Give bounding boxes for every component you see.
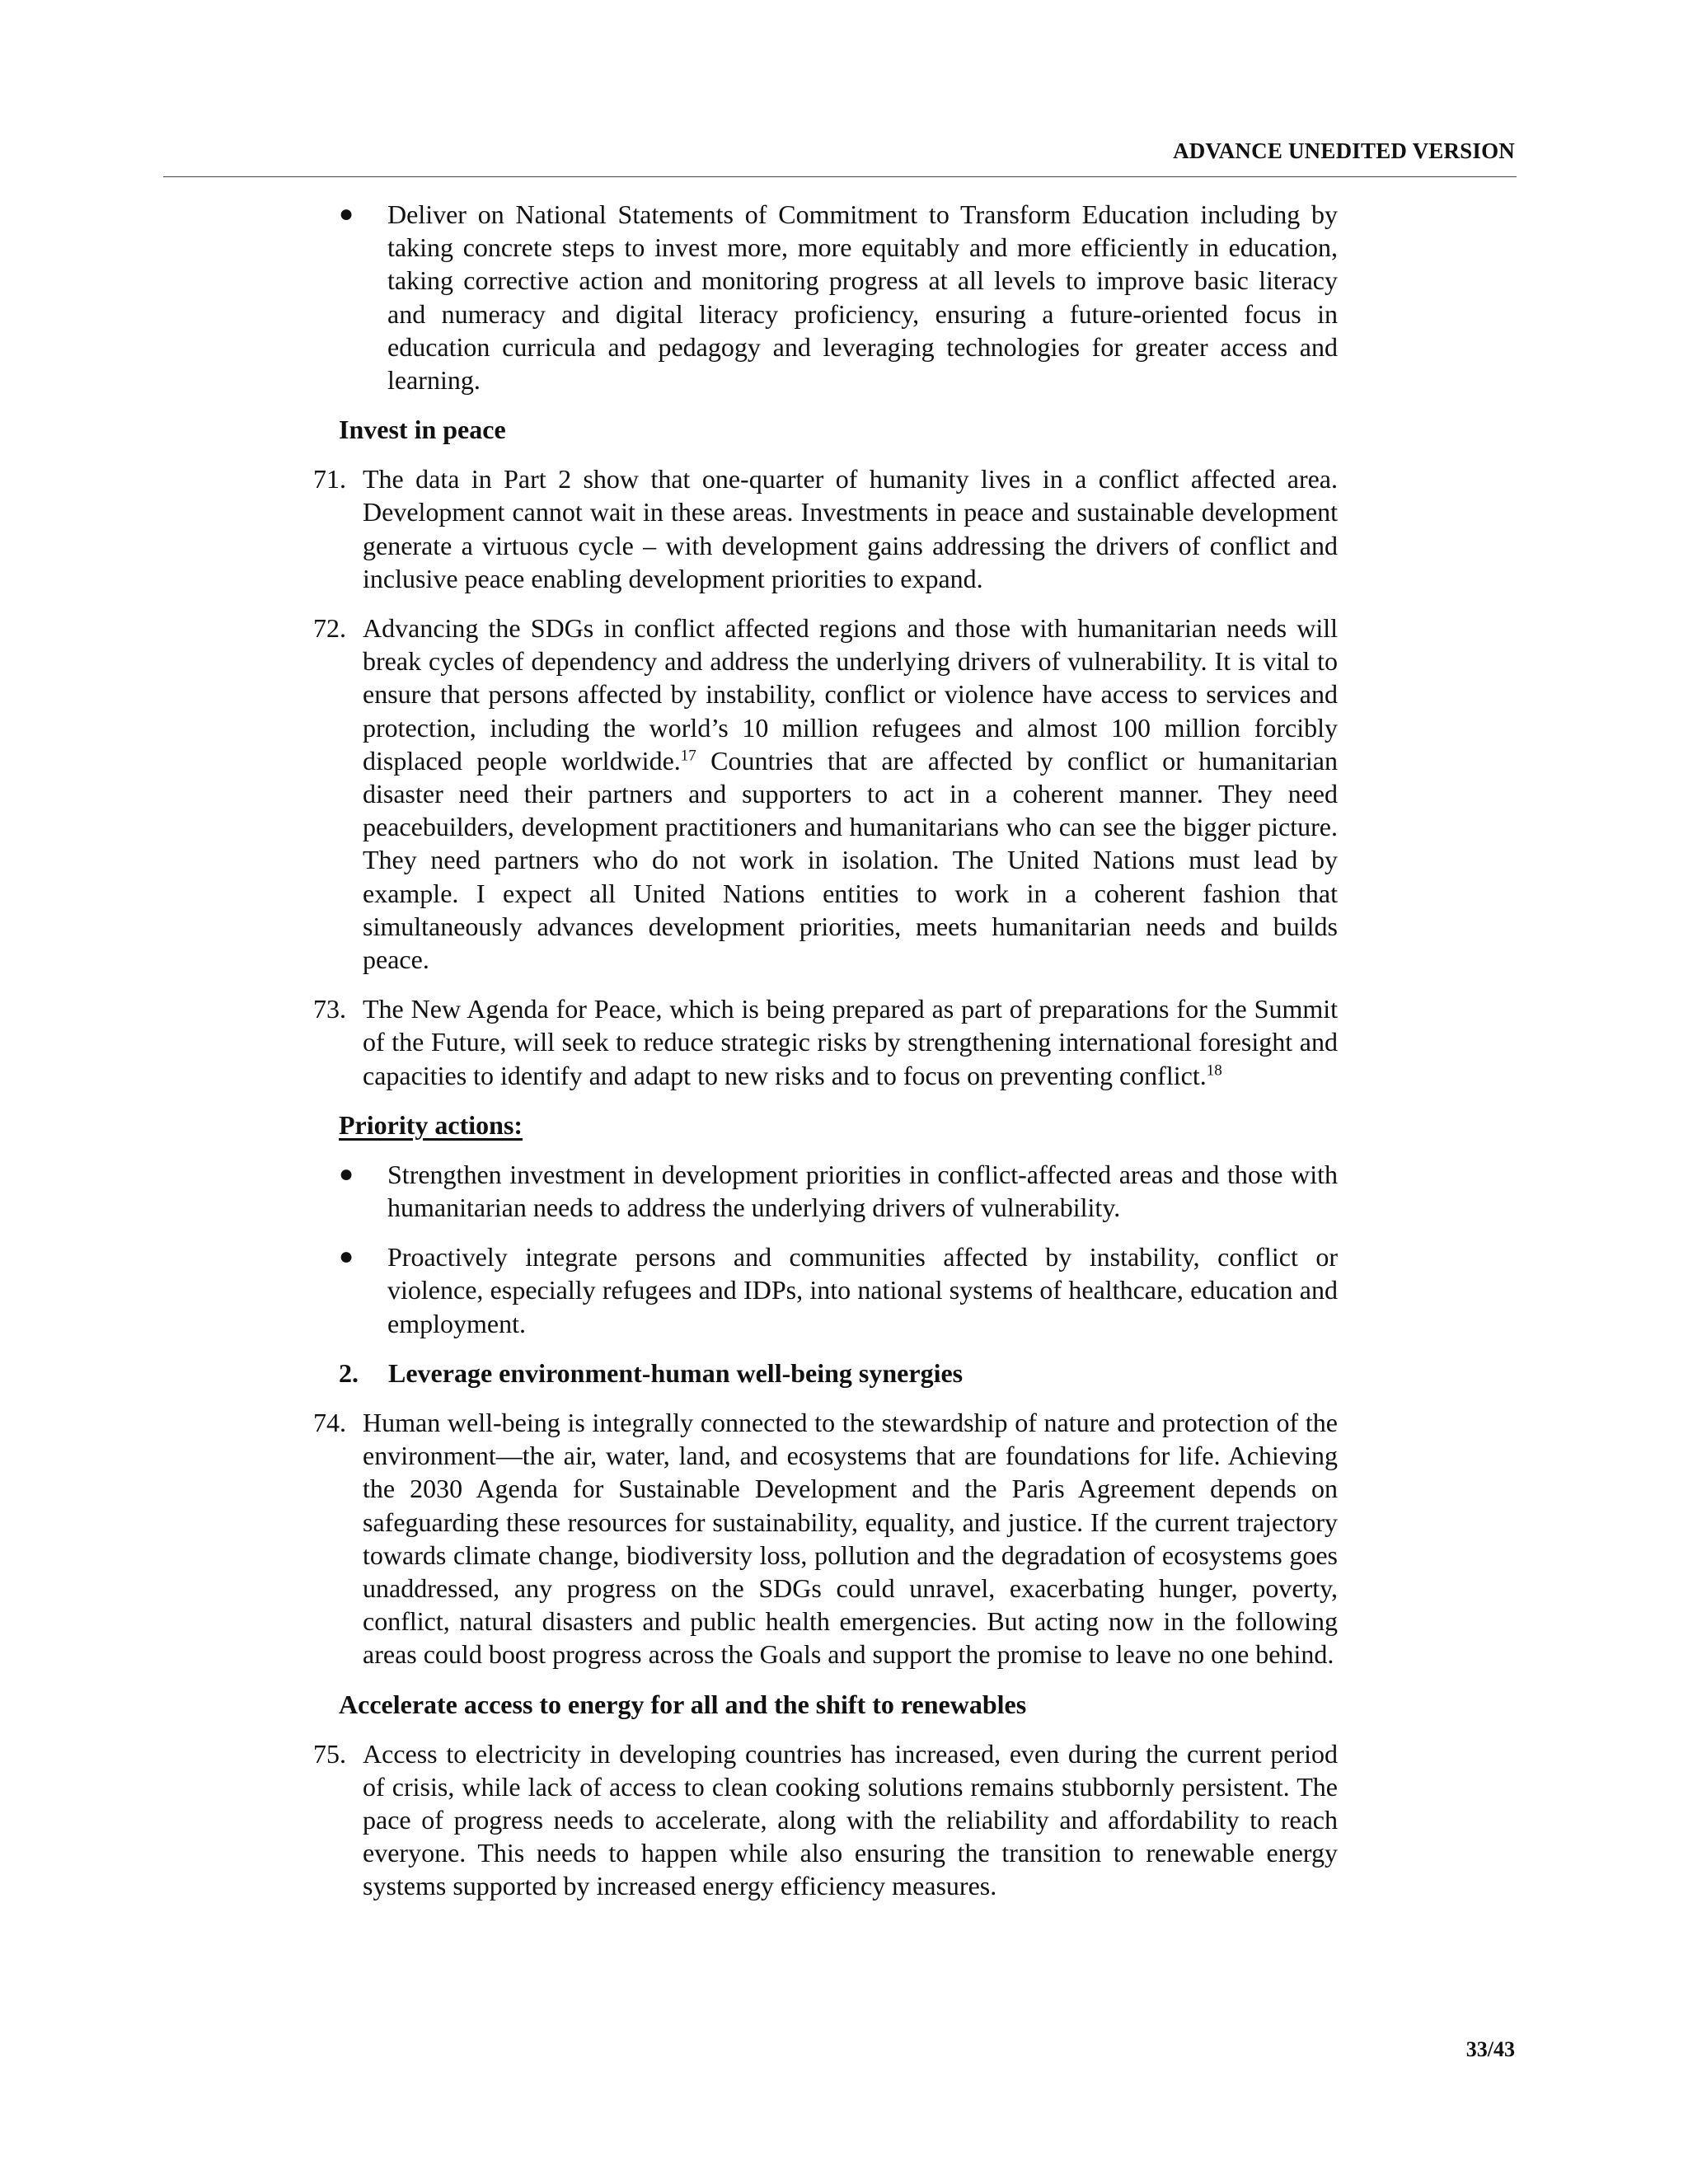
paragraph-71 bbox=[313, 462, 1338, 595]
footnote-ref-18[interactable]: 18 bbox=[1206, 1062, 1222, 1080]
footnote-ref-17[interactable]: 17 bbox=[680, 747, 696, 765]
bullet-text: Deliver on National Statements of Commitment to Transform Education including by taking concrete steps to invest more, more equitably and more efficiently in education, taking corrective action and monitoring progress at all levels to improve basic literacy and numeracy and digital literacy proficiency, ensuring a future-oriented focus in education curricula and pedagogy and leveraging technologies for greater access and learning. bbox=[387, 199, 1338, 396]
paragraph-number: 73. bbox=[313, 994, 346, 1024]
paragraph-73 bbox=[313, 992, 1338, 1092]
bullet-dot-icon: ● bbox=[339, 200, 354, 227]
priority-actions-heading: Priority actions: bbox=[339, 1109, 523, 1140]
priority-action-item bbox=[339, 1240, 1338, 1340]
bullet-dot-icon: ● bbox=[339, 1243, 354, 1271]
paragraph-text-continued: Countries that are affected by conflict or humanitarian disaster need their partners and supporters to act in a coherent manner. They need peacebuilders, development practitioners and humanitarians who can see the bigger picture. They need partners who do not work in isolation. The United Nations must lead by example. I expect all United Nations entities to work in a coherent fashion that simultaneously advances development priorities, meets humanitarian needs and builds peace. bbox=[363, 745, 1339, 975]
page-number: 33/43 bbox=[1465, 2037, 1515, 2061]
bullet-dot-icon: ● bbox=[339, 1160, 354, 1188]
paragraph-text: The data in Part 2 show that one-quarter of humanity lives in a conflict affected area. Development cannot wait in these areas. Investments in peace and sustainable development generate a virtuous cycle – with development gains addressing the drivers of conflict and inclusive peace enabling development priorities to expand. bbox=[363, 464, 1338, 593]
section-title: Leverage environment-human well-being synergies bbox=[388, 1357, 964, 1388]
section-heading-invest-in-peace: Invest in peace bbox=[339, 415, 506, 445]
bullet-item-education bbox=[339, 198, 1338, 396]
paragraph-72 bbox=[313, 612, 1339, 976]
page-body bbox=[0, 198, 1688, 1903]
section-heading-environment bbox=[339, 1357, 1688, 1390]
paragraph-number: 75. bbox=[313, 1738, 346, 1769]
paragraph-text: Access to electricity in developing countries has increased, even during the current period of crisis, while lack of access to clean cooking solutions remains stubbornly persistent. The pace of progress needs to accelerate, along with the reliability and affordability to reach everyone. This needs to happen while also ensuring the transition to renewable energy systems supported by increased energy efficiency measures. bbox=[363, 1738, 1338, 1901]
paragraph-74 bbox=[313, 1406, 1338, 1671]
paragraph-number: 74. bbox=[313, 1407, 346, 1437]
section-heading-energy: Accelerate access to energy for all and the shift to renewables bbox=[339, 1689, 1027, 1719]
header-divider bbox=[163, 176, 1517, 177]
paragraph-number: 71. bbox=[313, 464, 346, 494]
paragraph-number: 72. bbox=[313, 613, 346, 644]
section-number: 2. bbox=[339, 1357, 359, 1388]
bullet-text: Strengthen investment in development priorities in conflict-affected areas and those with humanitarian needs to address the underlying drivers of vulnerability. bbox=[387, 1159, 1338, 1223]
paragraph-text: Advancing the SDGs in conflict affected regions and those with humanitarian needs will break cycles of dependency and address the underlying drivers of vulnerability. It is vital to ensure that persons affected by instability, conflict or violence have access to services and protection, including the world’s 10 million refugees and almost 100 million forcibly displaced people worldwide. bbox=[363, 613, 1338, 776]
priority-action-item bbox=[339, 1158, 1338, 1224]
bullet-text: Proactively integrate persons and communities affected by instability, conflict or violence, especially refugees and IDPs, into national systems of healthcare, education and employment. bbox=[387, 1242, 1338, 1338]
paragraph-75 bbox=[313, 1737, 1338, 1903]
paragraph-text: Human well-being is integrally connected to the stewardship of nature and protection of the environment—the air, water, land, and ecosystems that are foundations for life. Achieving the 2030 Agenda for Sustainable Development and the Paris Agreement depends on safeguarding these resources for sustainability, equality, and justice. If the current trajectory towards climate change, biodiversity loss, pollution and the degradation of ecosystems goes unaddressed, any progress on the SDGs could unravel, exacerbating hunger, poverty, conflict, natural disasters and public health emergencies. But acting now in the following areas could boost progress across the Goals and support the promise to leave no one behind. bbox=[363, 1407, 1338, 1670]
document-status-header: ADVANCE UNEDITED VERSION bbox=[1173, 138, 1515, 163]
paragraph-text: The New Agenda for Peace, which is being prepared as part of preparations for the Summit of the Future, will seek to reduce strategic risks by strengthening international foresight and capacities to identify and adapt to new risks and to focus on preventing conflict. bbox=[363, 994, 1338, 1090]
